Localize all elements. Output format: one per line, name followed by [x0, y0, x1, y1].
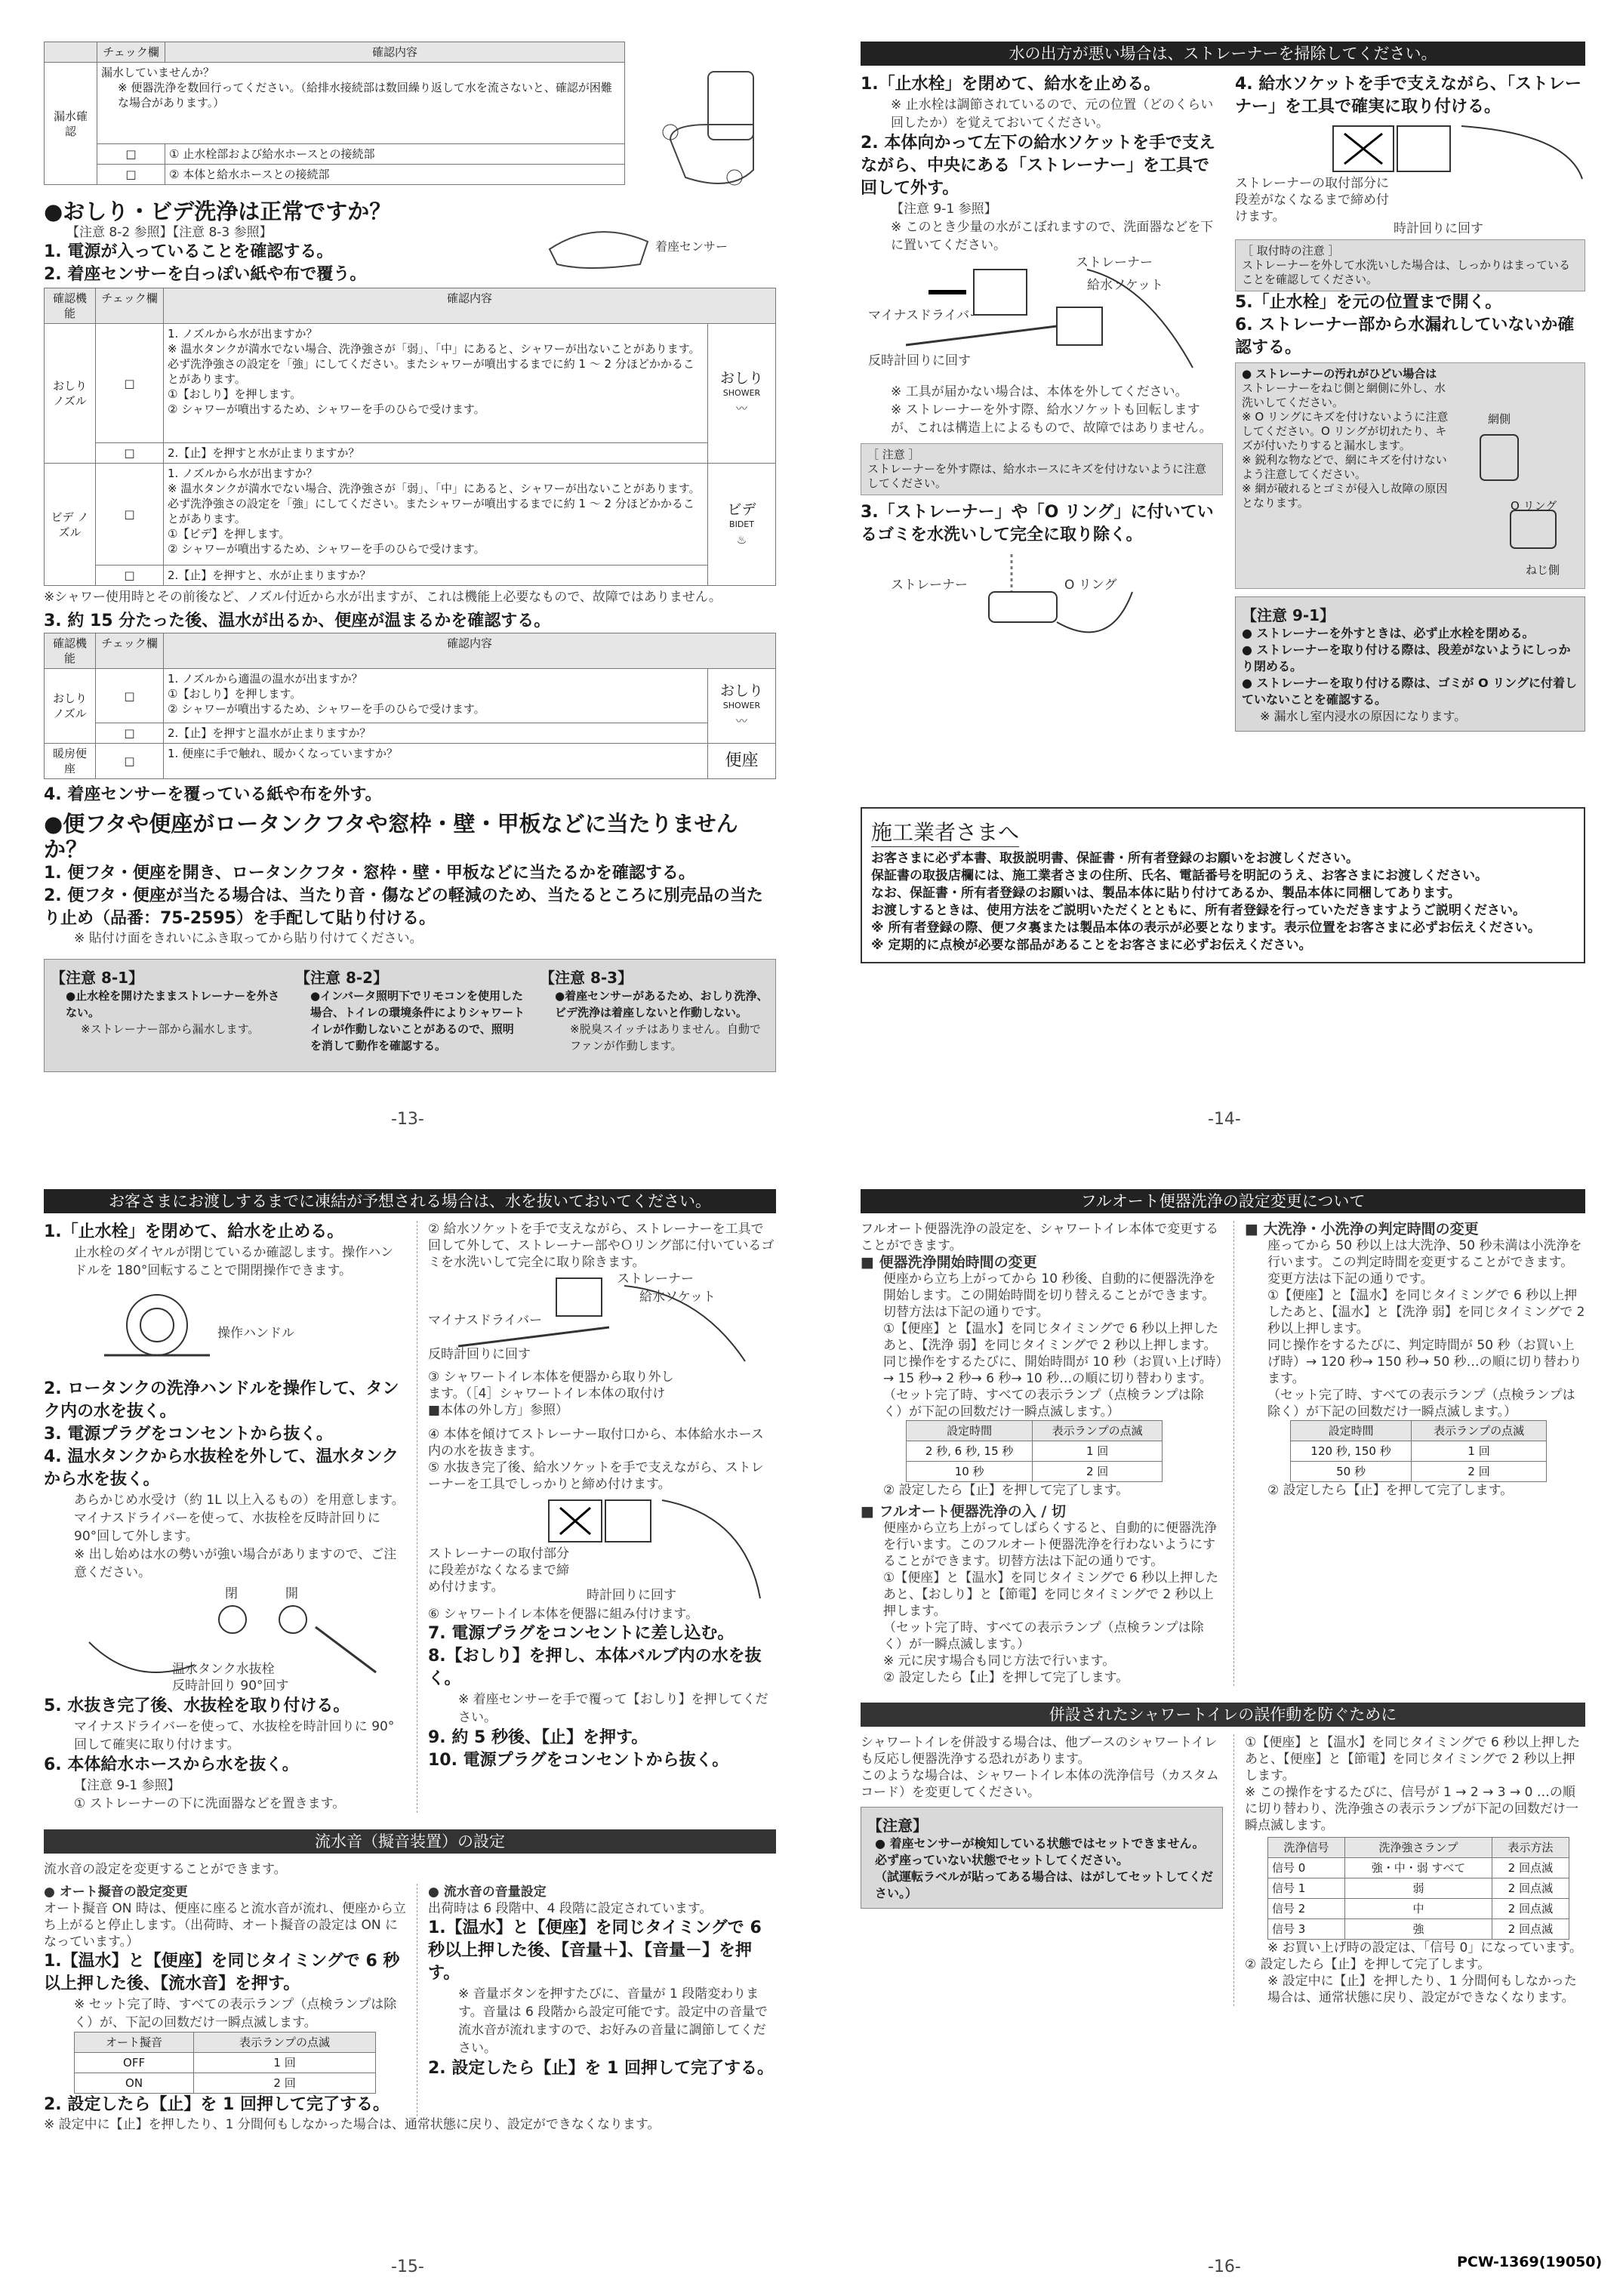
cell: 2 回点滅	[1492, 1919, 1569, 1940]
label: 時計回りに回す	[587, 1588, 676, 1603]
cell: 信号 0	[1268, 1858, 1345, 1878]
substep: ② 設定したら【止】を押して完了します。	[1245, 1957, 1491, 1972]
substep: ①【便座】と【温水】を同じタイミングで 6 秒以上押したあと、【温水】と【洗浄 弱】を同じタイミングで 2 秒以上押します。 同じ操作をするたびに、判定時間が 50 秒（お買い上げ時）→ 120 秒→ 150 秒→ 50 秒…の順に切り替わります。 （セット完了時、すべての表示ランプ（点検ランプは除く）が下記の回数だけ一瞬点滅します。）	[1267, 1288, 1585, 1419]
reference: 【注意 9-1 参照】	[891, 202, 997, 217]
leak-table	[44, 42, 625, 185]
substep: ⑥ シャワートイレ本体を便器に組み付けます。	[428, 1607, 699, 1622]
caution-box	[861, 1807, 1223, 1909]
check-content: 2.【止】を押すと水が止まりますか？	[164, 443, 708, 464]
oshiri-button-icon: おしり SHOWER 〰	[708, 324, 776, 464]
note: ※ 止水栓は調節されているので、元の位置（どのくらい回したか）を覚えておいてください。	[891, 97, 1214, 131]
cell: 信号 1	[1268, 1878, 1345, 1899]
page-number: -16-	[1208, 2257, 1241, 2276]
start-time-table	[906, 1420, 1163, 1482]
substep: ①【便座】と【温水】を同じタイミングで 6 秒以上押したあと、【便座】と【節電】を同じタイミングで 2 秒以上押します。 ※ この操作をするたびに、信号が 1 → 2 → 3 → 0 …の順に切り替わり、洗浄強さの表示ランプが下記の回数だけ一瞬点滅します。	[1245, 1735, 1581, 1833]
footnote: ※ 設定中に【止】を押したり、1 分間何もしなかった場合は、通常状態に戻り、設定ができなくなります。	[44, 2117, 661, 2132]
reference: 【注意 9-1 参照】	[74, 1778, 180, 1793]
col-header: 設定時間	[1291, 1421, 1412, 1441]
step: 9. 約 5 秒後、【止】を押す。	[428, 1728, 648, 1747]
substep: ①【便座】と【温水】を同じタイミングで 6 秒以上押したあと、【洗浄 弱】を同じタイミングで 2 秒以上押します。 同じ操作をするたびに、開始時間が 10 秒（お買い上げ時）→ 15 秒→ 2 秒→ 6 秒→ 10 秒…の順に切り替わります。 （セット完了時、すべての表示ランプ（点検ランプは除く）が下記の回数だけ一瞬点滅します。）	[883, 1321, 1222, 1419]
sensor-label: 着座センサー	[655, 239, 728, 254]
check-content: 1. ノズルから適温の温水が出ますか？ ①【おしり】を押します。 ② シャワーが噴出するため、シャワーを手のひらで受けます。	[164, 669, 708, 723]
body: 出荷時は 6 段階中、4 段階に設定されています。	[428, 1901, 713, 1916]
auto-sound-table	[74, 2032, 376, 2094]
label: 反時計回りに回す	[428, 1347, 531, 1362]
col-header: 確認内容	[165, 42, 625, 63]
page-16	[861, 1189, 1585, 2246]
func-label: 暖房便座	[45, 744, 96, 779]
strainer-removal-illustration	[861, 254, 1223, 383]
leak-notes: ※ 便器洗浄を数回行ってください。（給排水接続部は数回繰り返して水を流さないと、確認が困難な場合があります。）	[118, 81, 612, 109]
body: 便座から立ち上がってしばらくすると、自動的に便器洗浄を行います。このフルオート便器洗浄を行わないようにすることができます。切替方法は下記の通りです。	[883, 1521, 1217, 1569]
cell: 10 秒	[907, 1462, 1033, 1482]
col-header: 洗浄強さランプ	[1345, 1838, 1492, 1858]
body: シャワートイレを併設する場合は、他ブースのシャワートイレも反応し便器洗浄する恐れがあります。 このような場合は、シャワートイレ本体の洗浄信号（カスタムコード）を変更してください。	[861, 1735, 1219, 1800]
col-header: チェック欄	[96, 288, 164, 324]
col-header: チェック欄	[97, 42, 165, 63]
col-header: 表示ランプの点滅	[194, 2032, 376, 2053]
step: 5. 水抜き完了後、水抜栓を取り付ける。	[44, 1697, 350, 1715]
col-header: 確認内容	[164, 288, 776, 324]
label: マイナスドライバー	[428, 1313, 543, 1328]
note: ※ お買い上げ時の設定は、「信号 0」になっています。	[1267, 1940, 1583, 1955]
caution-note	[861, 443, 1223, 495]
col-header: 確認機能	[45, 633, 96, 669]
cell: 信号 3	[1268, 1919, 1345, 1940]
check-content: 1. 便座に手で触れ、暖かくなっていますか？	[164, 744, 708, 779]
label: 網側	[1488, 412, 1511, 426]
note: ※ 設定中に【止】を押したり、1 分間何もしなかった場合は、通常状態に戻り、設定ができなくなります。	[1267, 1974, 1577, 2005]
bidet-button-icon: ビデ BIDET ♨	[708, 464, 776, 586]
caution-title: 【注意 8-1】	[51, 969, 144, 987]
cell: 2 回点滅	[1492, 1878, 1569, 1899]
caution-body: ● 着座センサーが検知している状態ではセットできません。必ず座っていない状態でセットしてください。 （試運転ラベルが貼ってある場合は、はがしてセットしてください。）	[875, 1836, 1214, 1900]
label: ストレーナー	[1076, 255, 1153, 270]
step: 5.「止水栓」を元の位置まで開く。	[1235, 293, 1502, 312]
drain-plug-illustration	[44, 1582, 406, 1695]
step: 6. ストレーナー部から水漏れしていないか確認する。	[1235, 316, 1575, 357]
cell: 強	[1345, 1919, 1492, 1940]
col-header: 表示ランプの点滅	[1033, 1421, 1163, 1441]
label: 給水ソケット	[1087, 278, 1163, 293]
cell: ON	[75, 2073, 194, 2094]
step: 2. ロータンクの洗浄ハンドルを操作して、タンク内の水を抜く。	[44, 1379, 399, 1421]
label: O リング	[1064, 578, 1117, 593]
page-15	[44, 1189, 776, 2269]
label: 開	[285, 1586, 298, 1601]
label: ストレーナー	[891, 578, 968, 593]
subsection-title: ■ 大洗浄・小洗浄の判定時間の変更	[1245, 1221, 1479, 1237]
func-label: おしり ノズル	[45, 324, 96, 464]
col-header: 確認内容	[164, 633, 776, 669]
step: 3. 電源プラグをコンセントから抜く。	[44, 1425, 333, 1444]
step: 1. 便フタ・便座を開き、ロータンクフタ・窓枠・壁・甲板などに当たるかを確認する。	[44, 864, 695, 883]
step: 1. 電源が入っていることを確認する。	[44, 242, 334, 261]
cell: 信号 2	[1268, 1899, 1345, 1919]
substep: ③ シャワートイレ本体を便器から取り外します。（［4］シャワートイレ本体の取付け ■本体の外し方」参照）	[428, 1370, 674, 1418]
note: マイナスドライバーを使って、水抜栓を時計回りに 90°回して確実に取り付けます。	[74, 1719, 395, 1752]
caution-body: ●止水栓を開けたままストレーナーを外さない。	[66, 989, 280, 1019]
nozzle-table: 確認機能 チェック欄 確認内容 おしり ノズル □ 1. ノズルから水が出ますか？ ※ 温水タンクが満水でない場合、洗浄強さが「弱」、「中」にあると、シャワーが出ないことがあります。必ず洗浄強さの設定を「強」にしてください。またシャワーが噴出するまでに約 1 〜 2 分ほどかかることがあります。 ①【おしり】を押します。 ② シャワーが噴出するため、シャワーを手のひらで受けます。 おしり SHOWER 〰 □ 2.【止】を押すと水が止まりますか？ ビデ ノズル □ 1. ノズルから水が出ますか？ ※ 温水タンクが満水でない場合、洗浄強さが「弱」、「中」にあると、シャワーが出ないことがあります。必ず洗浄強さの設定を「強」にしてください。またシャワーが噴出するまでに約 1 〜 2 分ほどかかることがあります。 ①【ビデ】を押します。 ② シャワーが噴出するため、シャワーを手のひらで受けます。 ビデ BIDET ♨ □ 2.【止】を押すと、水が止まりますか？	[44, 288, 776, 586]
section-header: 水の出方が悪い場合は、ストレーナーを掃除してください。	[861, 42, 1585, 66]
step: 3.「ストレーナー」や「O リング」に付いているゴミを水洗いして完全に取り除く。	[861, 503, 1214, 544]
substep: ② 設定したら【止】を押して完了します。	[883, 1483, 1129, 1498]
step: 2. 設定したら【止】を 1 回押して完了する。	[44, 2095, 390, 2114]
cell: 2 回点滅	[1492, 1858, 1569, 1878]
note: ※ このとき少量の水がこぼれますので、洗面器などを下に置いてください。	[891, 220, 1214, 253]
section-header: 併設されたシャワートイレの誤作動を防ぐために	[861, 1703, 1585, 1727]
cell: 弱	[1345, 1878, 1492, 1899]
row-label: 漏水確認	[45, 63, 97, 185]
seat-sensor-illustration	[542, 211, 768, 279]
check-content: 2.【止】を押すと温水が止まりますか？	[164, 723, 708, 744]
step: 2. 本体向かって左下の給水ソケットを手で支えながら、中央にある「ストレーナー」を工具で回して外す。	[861, 134, 1216, 198]
leak-item: ② 本体と給水ホースとの接続部	[165, 165, 625, 185]
seat-button-label: 便座	[708, 744, 776, 779]
cell: OFF	[75, 2053, 194, 2073]
step: 2. 設定したら【止】を 1 回押して完了する。	[428, 2059, 774, 2078]
label: 反時計回り 90°回す	[172, 1678, 289, 1693]
page-13	[44, 42, 776, 1136]
caution-body: ● ストレーナーを外すときは、必ず止水栓を閉める。 ● ストレーナーを取り付ける際は、段差がないようにしっかり閉める。 ● ストレーナーを取り付ける際は、ゴミが O リングに付着していないことを確認する。	[1242, 626, 1577, 707]
body: 便座から立ち上がってから 10 秒後、自動的に便器洗浄を開始します。この開始時間を切り替えることができます。切替方法は下記の通りです。	[883, 1271, 1216, 1320]
check-content: 1. ノズルから水が出ますか？ ※ 温水タンクが満水でない場合、洗浄強さが「弱」、「中」にあると、シャワーが出ないことがあります。必ず洗浄強さの設定を「強」にしてください。またシャワーが噴出するまでに約 1 〜 2 分ほどかかることがあります。 ①【ビデ】を押します。 ② シャワーが噴出するため、シャワーを手のひらで受けます。	[164, 464, 708, 566]
note: 止水栓のダイヤルが閉じているか確認します。操作ハンドルを 180°回転することで開閉操作できます。	[74, 1245, 394, 1278]
label: ねじ側	[1526, 563, 1560, 577]
col-header: 表示ランプの点滅	[1412, 1421, 1547, 1441]
func-label: おしり ノズル	[45, 669, 96, 744]
caution-title: ［ 注意 ］	[867, 448, 920, 461]
col-header: オート擬音	[75, 2032, 194, 2053]
cell: 2 回点滅	[1492, 1899, 1569, 1919]
caution-title: 【注意 9-1】	[1242, 606, 1335, 624]
caution-sub: ※ 漏水し室内浸水の原因になります。	[1260, 709, 1467, 723]
label: ストレーナーの取付部分に段差がなくなるまで締め付けます。	[1235, 176, 1389, 224]
box-body: お客さまに必ず本書、取扱説明書、保証書・所有者登録のお願いをお渡しください。 保証書の取扱店欄には、施工業者さまの住所、氏名、電話番号を明記のうえ、お客さまにお渡しください。 なお、保証書・所有者登録のお願いは、製品本体に貼り付けてあるか、製品本体に同梱してあります。 お渡しするときは、使用方法をご説明いただくとともに、所有者登録を行っていただきますようご説明ください。 ※ 所有者登録の際、便フタ裏または製品本体の表示が必要となります。表示位置をお客さまに必ずお伝えください。 ※ 定期的に点検が必要な部品があることをお客さまに必ずお伝えください。	[871, 851, 1541, 953]
cell: 120 秒, 150 秒	[1291, 1441, 1412, 1462]
step: 10. 電源プラグをコンセントから抜く。	[428, 1751, 729, 1770]
contractor-box	[861, 807, 1585, 963]
note: ※ 貼付け面をきれいにふき取ってから貼り付けてください。	[74, 931, 423, 946]
substep: ② 給水ソケットを手で支えながら、ストレーナーを工具で回して外して、ストレーナー部やＯリング部に付いているゴミを水洗いして完全に取り除きます。	[428, 1222, 775, 1270]
col-header: 確認機能	[45, 288, 96, 324]
note: ※ 工具が届かない場合は、本体を外してください。 ※ ストレーナーを外す際、給水ソケットも回転しますが、これは構造上によるもので、故障ではありません。	[891, 384, 1212, 436]
cell: 強・中・弱 すべて	[1345, 1858, 1492, 1878]
page-number: -14-	[1208, 1110, 1241, 1129]
page-number: -13-	[391, 1110, 424, 1129]
col-header: チェック欄	[96, 633, 164, 669]
cell: 2 秒, 6 秒, 15 秒	[907, 1441, 1033, 1462]
caution-sub: ※脱臭スイッチはありません。自動でファンが作動します。	[570, 1022, 761, 1052]
reference: 【注意 8-2 参照】【注意 8-3 参照】	[66, 225, 273, 240]
subsection-title: ■ フルオート便器洗浄の入 / 切	[861, 1503, 1066, 1520]
shutoff-valve-illustration	[44, 1280, 406, 1378]
page-number: -15-	[391, 2257, 424, 2276]
strainer-attach-illustration	[428, 1493, 776, 1606]
subsection-title: ■ 便器洗浄開始時間の変更	[861, 1254, 1037, 1271]
note: ① ストレーナーの下に洗面器などを置きます。	[74, 1796, 346, 1811]
step: 7. 電源プラグをコンセントに差し込む。	[428, 1624, 735, 1643]
cell: 2 回	[194, 2073, 376, 2094]
label: 温水タンク水抜栓	[172, 1662, 275, 1677]
caution-9-1	[1235, 596, 1585, 732]
step: 4. 温水タンクから水抜栓を外して、温水タンクから水を抜く。	[44, 1447, 399, 1489]
caution-body: ●着座センサーがあるため、おしり洗浄、ビデ洗浄は着座しないと作動しない。	[555, 989, 768, 1019]
step: 1.「止水栓」を閉めて、給水を止める。	[861, 75, 1161, 94]
box-body: ストレーナーをねじ側と網側に外し、水洗いしてください。 ※ O リングにキズを付けないように注意してください。O リングが切れたり、キズが付いたりすると漏水します。 ※ 鋭利な物などで、網にキズを付けないよう注意してください。 ※ 網が破れるとゴミが侵入し故障の原因となります。	[1242, 381, 1449, 510]
step: 8.【おしり】を押し、本体バルブ内の水を抜く。	[428, 1647, 762, 1688]
cell: 2 回	[1033, 1462, 1163, 1482]
substep: ② 設定したら【止】を押して完了します。	[1267, 1483, 1514, 1498]
body: 座ってから 50 秒以上は大洗浄、50 秒未満は小洗浄を行います。この判定時間を変更することができます。変更方法は下記の通りです。	[1267, 1238, 1582, 1287]
caution-body: ストレーナーを外して水洗いした場合は、しっかりはまっていることを確認してください。	[1242, 258, 1571, 286]
check-content: 2.【止】を押すと、水が止まりますか？	[164, 566, 708, 586]
section-header: 流水音（擬音装置）の設定	[44, 1829, 776, 1854]
intro: 流水音の設定を変更することができます。	[44, 1862, 287, 1877]
label: O リング	[1511, 499, 1557, 513]
section-header: お客さまにお渡しするまでに凍結が予想される場合は、水を抜いておいてください。	[44, 1189, 776, 1213]
judge-time-table	[1290, 1420, 1547, 1482]
caution-title: 【注意 8-2】	[295, 969, 389, 987]
label: 時計回りに回す	[1394, 221, 1483, 236]
note: ※ 着座センサーを手で覆って【おしり】を押してください。	[458, 1692, 768, 1725]
intro: フルオート便器洗浄の設定を、シャワートイレ本体で変更することができます。	[861, 1222, 1219, 1253]
label: 反時計回りに回す	[868, 353, 971, 368]
caution-title: ［ 取付時の注意 ］	[1242, 244, 1340, 257]
cell: 中	[1345, 1899, 1492, 1919]
note: ※ 音量ボタンを押すたびに、音量が 1 段階変わります。音量は 6 段階から設定可能です。設定中の音量で流水音が流れますので、お好みの音量に調節してください。	[458, 1986, 768, 2056]
cell: 50 秒	[1291, 1462, 1412, 1482]
step: 1.「止水栓」を閉めて、給水を止める。	[44, 1222, 344, 1241]
toilet-illustration	[640, 64, 768, 200]
step: 4. 給水ソケットを手で支えながら、「ストレーナー」を工具で確実に取り付ける。	[1235, 75, 1582, 116]
label: 給水ソケット	[639, 1290, 716, 1305]
substep: ④ 本体を傾けてストレーナー取付口から、本体給水ホース内の水を抜きます。 ⑤ 水抜き完了後、給水ソケットを手で支えながら、ストレーナーを工具でしっかりと締め付けます。	[428, 1427, 764, 1492]
page-14	[861, 42, 1585, 1114]
caution-title: 【注意】	[867, 1817, 928, 1835]
checkbox[interactable]: □	[97, 144, 165, 165]
step: 1.【温水】と【便座】を同じタイミングで 6 秒以上押した後、【流水音】を押す。	[44, 1952, 400, 1993]
cell: 1 回	[1033, 1441, 1163, 1462]
func-label: ビデ ノズル	[45, 464, 96, 586]
cell: 1 回	[1412, 1441, 1547, 1462]
checkbox[interactable]: □	[97, 165, 165, 185]
document-code: PCW-1369(19050)	[1457, 2254, 1603, 2270]
caution-title: 【注意 8-3】	[540, 969, 633, 987]
strainer-removal-illustration	[428, 1271, 776, 1369]
step: 2. 便フタ・便座が当たる場合は、当たり音・傷などの軽減のため、当たるところに別売品の当たり止め（品番：75-2595）を手配して貼り付ける。	[44, 886, 763, 928]
box-title: ● ストレーナーの汚れがひどい場合は	[1242, 367, 1437, 381]
col-header: 設定時間	[907, 1421, 1033, 1441]
section-title: ●便フタや便座がロータンクフタや窓枠・壁・甲板などに当たりませんか？	[44, 811, 738, 862]
label: ストレーナーの取付部分に段差がなくなるまで締め付けます。	[428, 1546, 569, 1595]
section-title: ●おしり・ビデ洗浄は正常ですか？	[44, 199, 392, 224]
note: あらかじめ水受け（約 1L 以上入るもの）を用意します。マイナスドライバーを使って、水抜栓を反時計回りに 90°回して外します。 ※ 出し始めは水の勢いが強い場合がありますので、ご注意ください。	[74, 1493, 405, 1580]
step: 2. 着座センサーを白っぽい紙や布で覆う。	[44, 265, 367, 284]
signal-table	[1267, 1837, 1569, 1940]
leak-question: 漏水していませんか？	[101, 66, 215, 79]
label: マイナスドライバー	[868, 308, 983, 323]
leak-item: ① 止水栓部および給水ホースとの接続部	[165, 144, 625, 165]
step: 1.【温水】と【便座】を同じタイミングで 6 秒以上押した後、【音量＋】、【音量－】を押す。	[428, 1918, 762, 1983]
label: 閉	[225, 1586, 238, 1601]
cell: 2 回	[1412, 1462, 1547, 1482]
col-header: 表示方法	[1492, 1838, 1569, 1858]
subsection-title: ● オート擬音の設定変更	[44, 1885, 188, 1900]
caution-sub: ※ストレーナー部から漏水します。	[81, 1022, 260, 1036]
caution-box	[44, 959, 776, 1072]
attach-caution	[1235, 239, 1585, 291]
cell: 1 回	[194, 2053, 376, 2073]
section-header: フルオート便器洗浄の設定変更について	[861, 1189, 1585, 1213]
body: オート擬音 ON 時は、便座に座ると流水音が流れ、便座から立ち上がると停止します。（出荷時、オート擬音の設定は ON になっています。）	[44, 1901, 406, 1949]
note: ※シャワー使用時とその前後など、ノズル付近から水が出ますが、これは機能上必要なもので、故障ではありません。	[44, 590, 722, 605]
label: 操作ハンドル	[217, 1326, 294, 1341]
warm-water-table: 確認機能 チェック欄 確認内容 おしり ノズル □ 1. ノズルから適温の温水が出ますか？ ①【おしり】を押します。 ② シャワーが噴出するため、シャワーを手のひらで受けます。 おしり SHOWER 〰 □ 2.【止】を押すと温水が止まりますか？ 暖房便座 □ 1. 便座に手で触れ、暖かくなっていますか？ 便座	[44, 633, 776, 779]
subsection-title: ● 流水音の音量設定	[428, 1885, 547, 1900]
col-header: 洗浄信号	[1268, 1838, 1345, 1858]
oshiri-button-icon: おしり SHOWER 〰	[708, 669, 776, 744]
substep: ② 設定したら【止】を押して完了します。	[883, 1670, 1129, 1685]
check-content: 1. ノズルから水が出ますか？ ※ 温水タンクが満水でない場合、洗浄強さが「弱」、「中」にあると、シャワーが出ないことがあります。必ず洗浄強さの設定を「強」にしてください。またシャワーが噴出するまでに約 1 〜 2 分ほどかかることがあります。 ①【おしり】を押します。 ② シャワーが噴出するため、シャワーを手のひらで受けます。	[164, 324, 708, 443]
dirty-strainer-box	[1235, 362, 1585, 589]
step: 6. 本体給水ホースから水を抜く。	[44, 1755, 299, 1774]
step: 3. 約 15 分たった後、温水が出るか、便座が温まるかを確認する。	[44, 612, 551, 630]
note: ※ セット完了時、すべての表示ランプ（点検ランプは除く）が、下記の回数だけ一瞬点滅します。	[74, 1997, 397, 2030]
caution-body: ●インバータ照明下でリモコンを使用した場合、トイレの環境条件によりシャワートイレが作動しないことがあるので、照明を消して動作を確認する。	[310, 989, 525, 1052]
box-title: 施工業者さまへ	[871, 816, 1019, 847]
step: 4. 着座センサーを覆っている紙や布を外す。	[44, 785, 382, 804]
substep: ①【便座】と【温水】を同じタイミングで 6 秒以上押したあと、【おしり】と【節電】を同じタイミングで 2 秒以上押します。 （セット完了時、すべての表示ランプ（点検ランプは除く）が一瞬点滅します。） ※ 元に戻す場合も同じ方法で行います。	[883, 1570, 1219, 1669]
strainer-attach-illustration	[1235, 119, 1585, 239]
caution-body: ストレーナーを外す際は、給水ホースにキズを付けないように注意してください。	[867, 462, 1206, 490]
strainer-washing-illustration	[861, 547, 1223, 660]
label: ストレーナー	[617, 1271, 694, 1287]
